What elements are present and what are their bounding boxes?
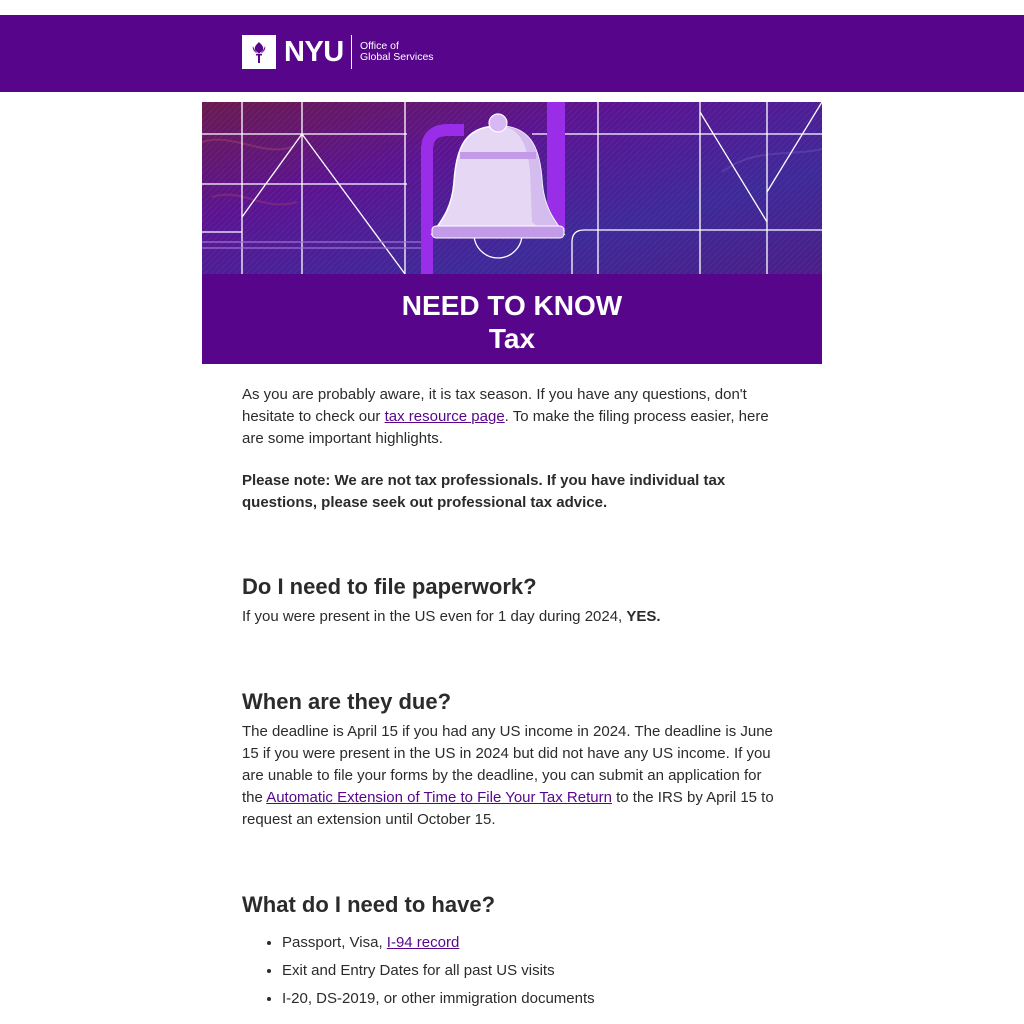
- disclaimer-note: Please note: We are not tax professionals. If you have individual tax questions, please seek out professional tax advice.: [242, 472, 726, 511]
- section-requirements: [242, 892, 782, 1016]
- list-item-text: Exit and Entry Dates for all past US visits: [282, 962, 555, 979]
- list-item: [282, 988, 782, 1010]
- hero-title: [202, 274, 822, 364]
- answer-emphasis: YES.: [626, 608, 661, 625]
- top-gap: [0, 0, 1024, 15]
- section-answer: [242, 721, 782, 831]
- intro-paragraph: [242, 384, 782, 450]
- list-item-text: I-20, DS-2019, or other immigration documents: [282, 990, 595, 1007]
- email-header: [0, 15, 1024, 92]
- bell-illustration: [202, 102, 822, 274]
- section-due-dates: [242, 689, 782, 831]
- nyu-torch-logo[interactable]: [242, 35, 276, 69]
- tax-resource-link[interactable]: tax resource page: [384, 408, 505, 425]
- hero-title-line-2: Tax: [488, 323, 536, 354]
- office-line-2: Global Services: [360, 51, 434, 63]
- office-line-1: Office of: [360, 40, 399, 52]
- section-heading: When are they due?: [242, 689, 452, 714]
- intro-text-2: . To make the filing process easier, here are some important highlights.: [242, 408, 769, 447]
- hero-title-line-1: NEED TO KNOW: [401, 290, 623, 321]
- office-name: [360, 41, 434, 63]
- section-answer: [242, 606, 782, 628]
- email-body: [242, 384, 782, 1007]
- due-text-1: The deadline is April 15 if you had any US income in 2024. The deadline is June 15 if you were present in the US in 2024 but did not have any US income. If you are unable to file your forms by the deadline, you can submit an application for the: [242, 723, 773, 806]
- requirements-list: [242, 932, 782, 1010]
- section-file-paperwork: [242, 574, 782, 628]
- answer-text: If you were present in the US even for 1 day during 2024,: [242, 608, 627, 625]
- list-item: [282, 960, 782, 982]
- i94-record-link[interactable]: I-94 record: [386, 934, 460, 951]
- logo-divider: [351, 35, 352, 69]
- intro-text-1: As you are probably aware, it is tax season. If you have any questions, don't hesitate to check our: [242, 386, 747, 425]
- nyu-wordmark[interactable]: NYU: [284, 36, 344, 68]
- list-item-text: Passport, Visa,: [282, 934, 387, 951]
- extension-link[interactable]: Automatic Extension of Time to File Your Tax Return: [266, 789, 612, 806]
- section-heading: Do I need to file paperwork?: [242, 574, 537, 599]
- due-text-2: to the IRS by April 15 to request an extension until October 15.: [242, 789, 774, 828]
- hero-banner: [202, 102, 822, 364]
- list-item: [282, 932, 782, 954]
- section-heading: What do I need to have?: [242, 892, 496, 917]
- torch-icon: [242, 35, 276, 69]
